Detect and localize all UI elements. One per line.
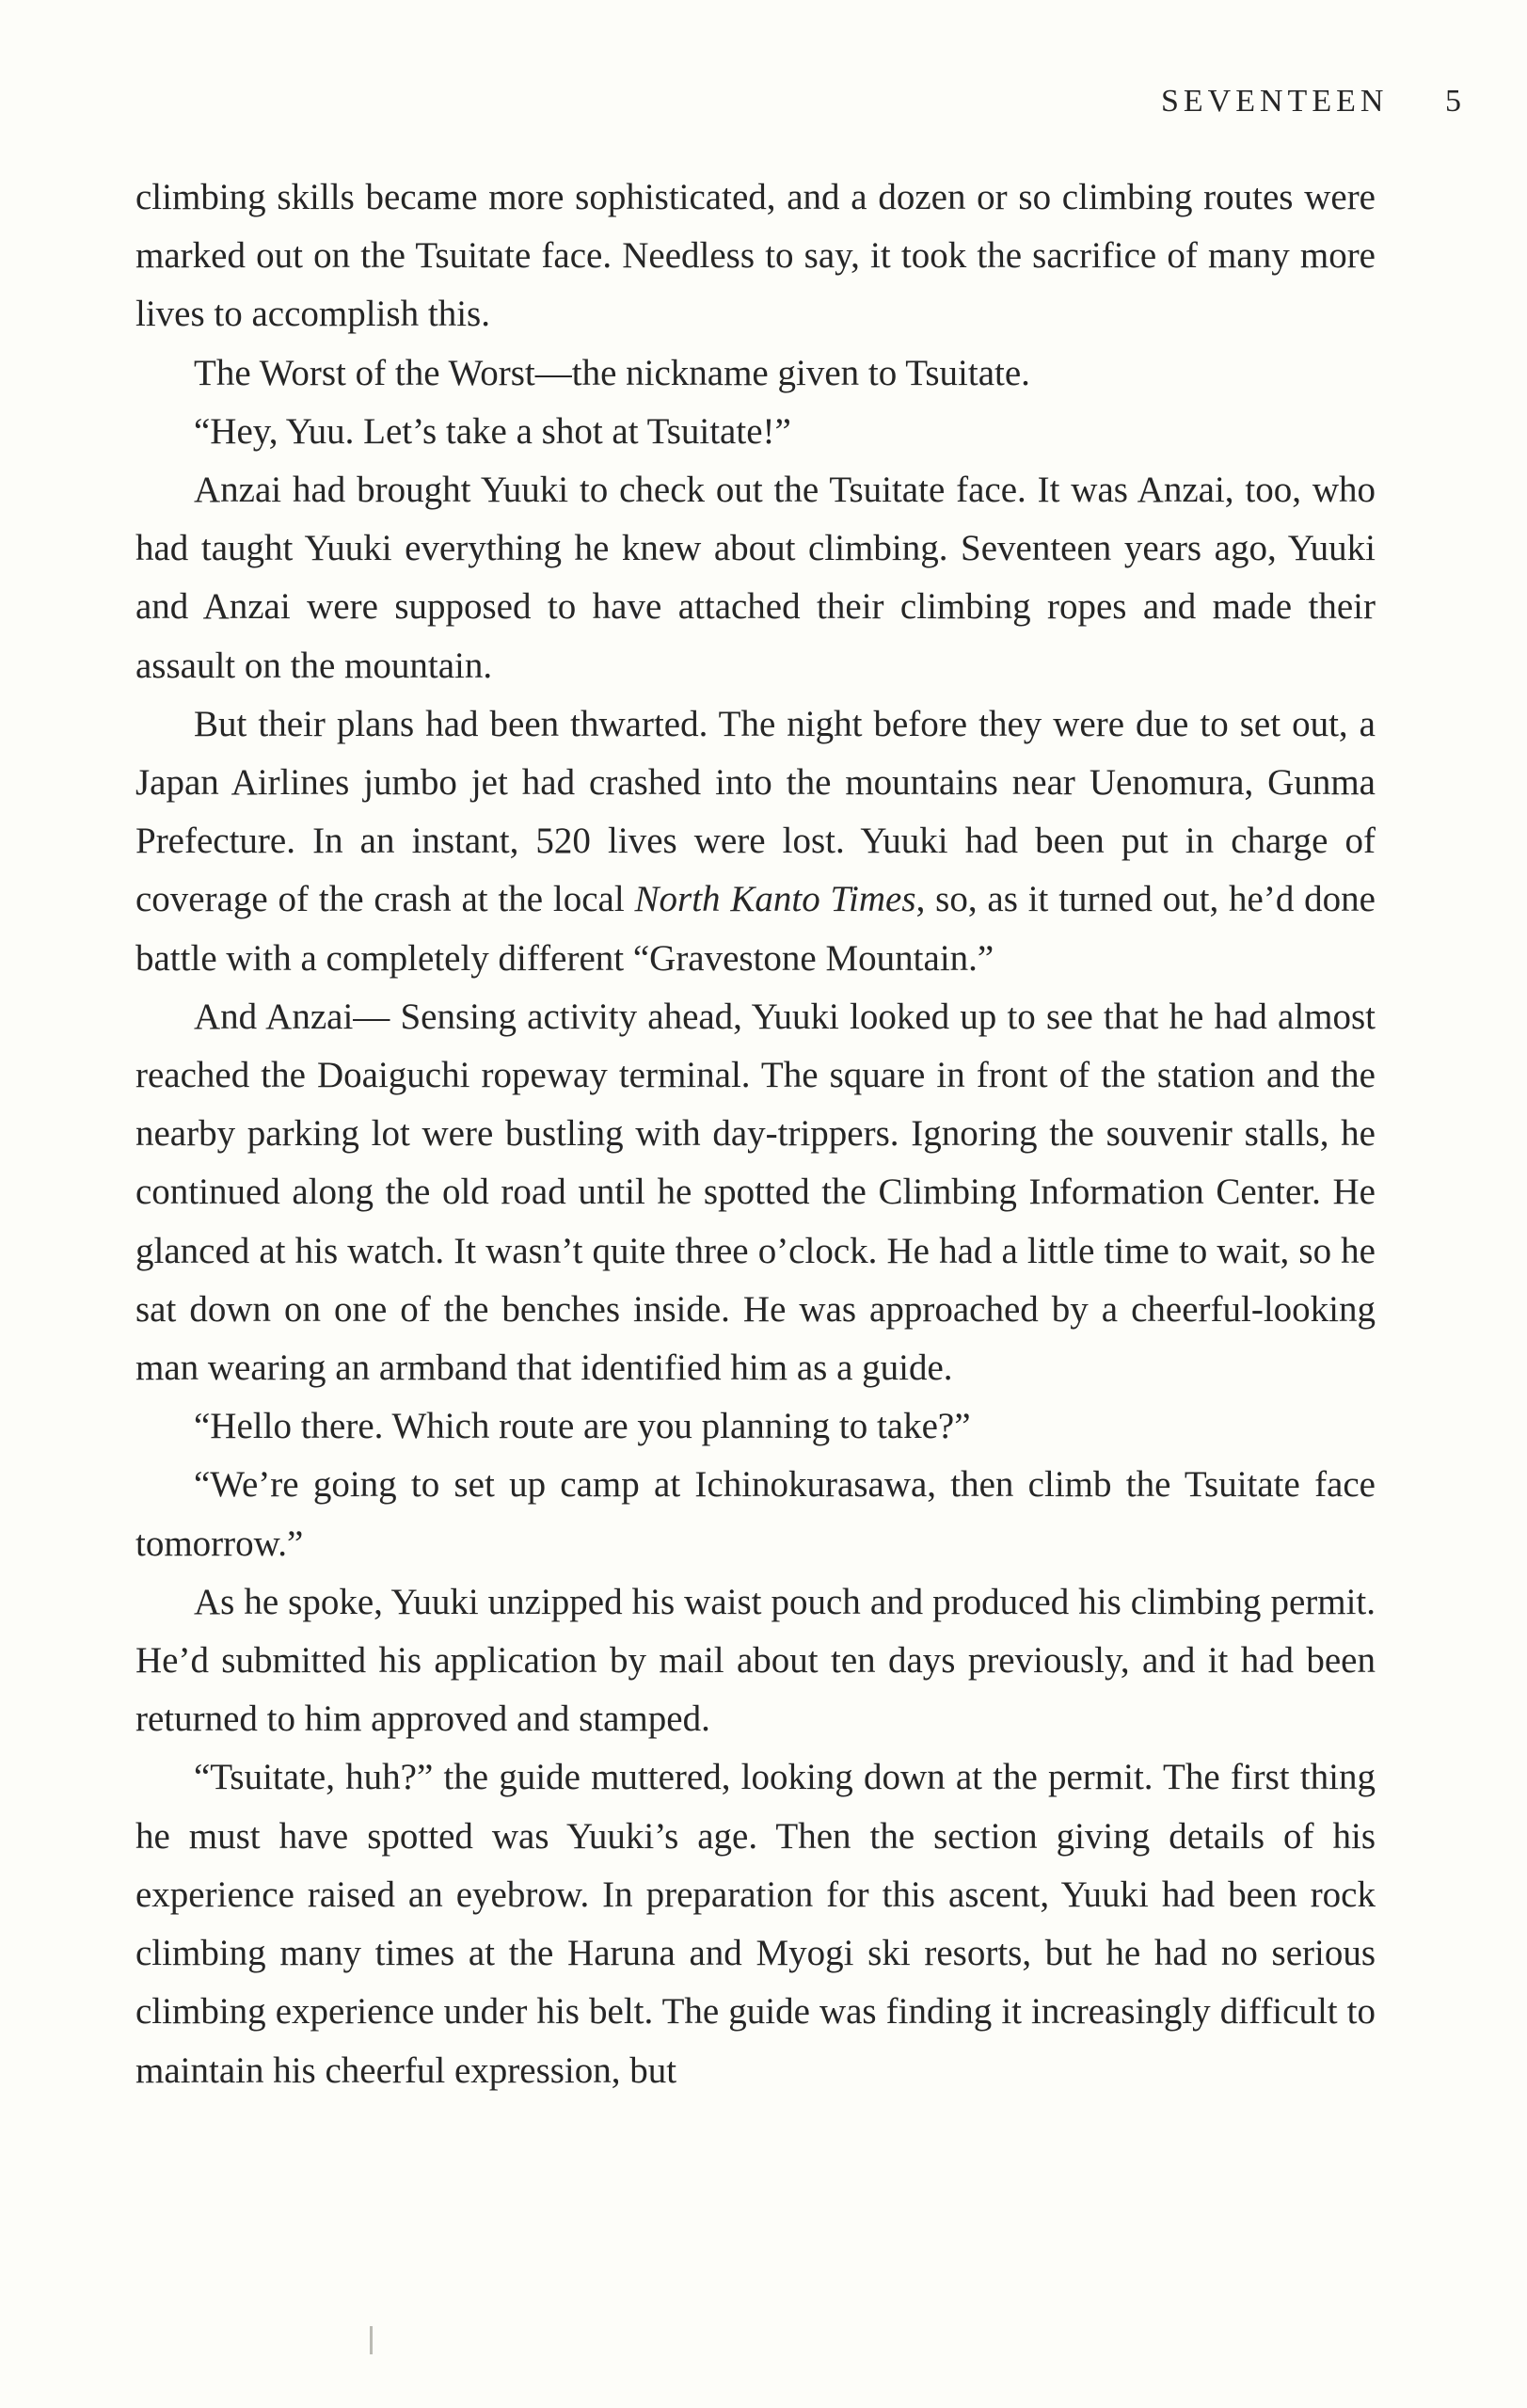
paragraph xyxy=(135,695,1376,988)
paragraph: As he spoke, Yuuki unzipped his waist pouch and produced his climbing permit. He’d submitted his application by mail about ten days previously, and it had been returned to him approved and stamped. xyxy=(135,1581,1376,1740)
paragraph-text: , so, as it turned out, he’d done battle with a completely different “Gravestone Mountain.” xyxy=(135,879,1376,979)
paragraph-text: But their plans had been thwarted. The night before they were due to set out, a Japan Airlines jumbo jet had crashed into the mountains near Uenomura, Gunma Prefecture. In an instant, 520 lives were lost. Yuuki had been put in charge of coverage of the crash at the local xyxy=(135,703,1376,920)
paragraph: “Hey, Yuu. Let’s take a shot at Tsuitate!” xyxy=(194,410,791,452)
chapter-title: SEVENTEEN xyxy=(1161,84,1389,119)
paragraph: Anzai had brought Yuuki to check out the Tsuitate face. It was Anzai, too, who had taught Yuuki everything he knew about climbing. Seventeen years ago, Yuuki and Anzai were supposed to have attached their climbing ropes and made their assault on the mountain. xyxy=(135,470,1376,686)
paragraph: “Tsuitate, huh?” the guide muttered, looking down at the permit. The first thing he must have spotted was Yuuki’s age. Then the section giving details of his experience raised an eyebrow. In preparation for this ascent, Yuuki had been rock climbing many times at the Haruna and Myogi ski resorts, but he had no serious climbing experience under his belt. The guide was finding it increasingly difficult to maintain his cheerful expression, but xyxy=(135,1757,1376,2091)
running-head xyxy=(1129,81,1468,122)
paragraph: “Hello there. Which route are you planning to take?” xyxy=(194,1406,971,1447)
newspaper-name: North Kanto Times xyxy=(634,879,916,920)
scan-mark xyxy=(370,2326,373,2354)
page-number: 5 xyxy=(1445,84,1461,119)
paragraph: And Anzai— Sensing activity ahead, Yuuki looked up to see that he had almost reached the Doaiguchi ropeway terminal. The square in front of the station and the nearby parking lot were bustling with day-trippers. Ignoring the souvenir stalls, he continued along the old road until he spotted the Climbing Information Center. He glanced at his watch. It wasn’t quite three o’clock. He had a little time to wait, so he sat down on one of the benches inside. He was approached by a cheerful-looking man wearing an armband that identified him as a guide. xyxy=(135,996,1376,1389)
paragraph: climbing skills became more sophisticated, and a dozen or so climbing routes were marked out on the Tsuitate face. Needless to say, it took the sacrifice of many more lives to accomplish this. xyxy=(135,177,1376,335)
paragraph: The Worst of the Worst—the nickname given to Tsuitate. xyxy=(194,352,1030,393)
body-text xyxy=(135,168,1376,2100)
paragraph: “We’re going to set up camp at Ichinokurasawa, then climb the Tsuitate face tomorrow.” xyxy=(135,1464,1376,1564)
